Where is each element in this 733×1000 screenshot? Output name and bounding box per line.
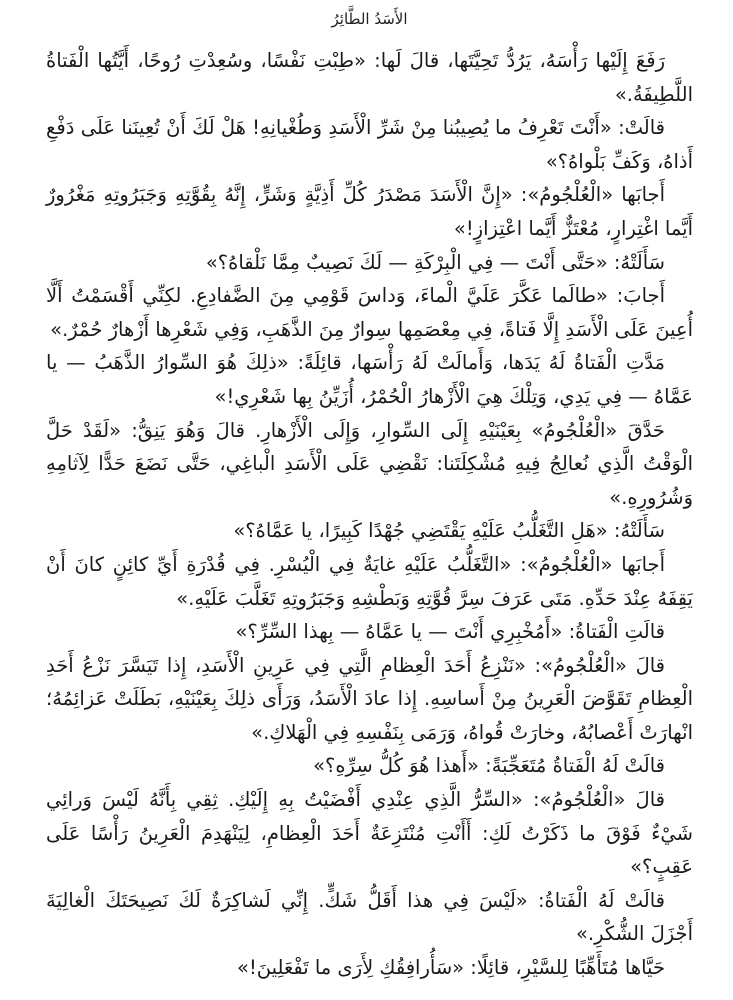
paragraph-2: قالَتْ: «أَنْتَ تَعْرِفُ ما يُصِيبُنا مِنْ شَرِّ الْأَسَدِ وَطُغْيانِهِ! هَلْ لَكَ أَنْ تُعِينَنا عَلَى دَفْعِ أَذاهُ، وَكَفِّ بَلْواهُ؟» bbox=[46, 116, 693, 173]
paragraph-15: حَيَّاها مُتَأَهِّبًا لِلسَّيْرِ، قائِلًا: «سَأُرافِقُكِ لِأَرَى ما تَفْعَلِينَ!» bbox=[237, 956, 665, 980]
paragraph-11: قالَ «الْعُلْجُومُ»: «نَنْزِعُ أَحَدَ الْعِظامِ الَّتِي فِي عَرِينِ الْأَسَدِ، إِذا تَيَسَّرَ نَزْعُ أَحَدِ الْعِظامِ تَقَوَّضَ الْعَرِينُ مِنْ أَساسِهِ. إِذا عادَ الْأَسَدُ، وَرَأَى ذلِكَ بِعَيْنَيْهِ، بَطَلَتْ عَزائِمُهُ؛ انْهارَتْ أَعْصابُهُ، وخارَتْ قُواهُ، وَرَمَى بِنَفْسِهِ فِي الْهَلاكِ.» bbox=[46, 653, 693, 744]
paragraph-14: قالَتْ لَهُ الْفَتاةُ: «لَيْسَ فِي هذا أَقَلُّ شَكٍّ. إِنِّي لَشاكِرَةٌ لَكَ نَصِيحَتَكَ الْغالِيَةَ أَجْزَلَ الشُّكْرِ.» bbox=[46, 888, 693, 946]
paragraph-13: قالَ «الْعُلْجُومُ»: «السِّرُّ الَّذِي عِنْدِي أَفْضَيْتُ بِهِ إِلَيْكِ. ثِقِي بِأَنَّهُ لَيْسَ وَرائِي شَيْءٌ فَوْقَ ما ذَكَرْتُ لَكِ: أَأَنْتِ مُنْتَزِعَةٌ أَحَدَ الْعِظامِ، لِيَنْهَدِمَ الْعَرِينُ رَأْسًا عَلَى عَقِبٍ؟» bbox=[46, 788, 693, 879]
paragraph-8: سَأَلَتْهُ: «هَلِ التَّغَلُّبُ عَلَيْهِ يَقْتَضِي جُهْدًا كَبِيرًا، يا عَمَّاهُ؟» bbox=[233, 519, 665, 543]
paragraph-9: أَجابَها «الْعُلْجُومُ»: «التَّغَلُّبُ عَلَيْهِ غايَةٌ فِي الْيُسْرِ. فِي قُدْرَةِ أَيِّ كائِنٍ كانَ أَنْ يَقِفَهُ عِنْدَ حَدِّهِ. مَتَى عَرَفَ سِرَّ قُوَّتِهِ وَبَطْشِهِ وَجَبَرُوتِهِ تَغَلَّبَ عَلَيْهِ.» bbox=[46, 552, 693, 610]
paragraph-3: أَجابَها «الْعُلْجُومُ»: «إِنَّ الْأَسَدَ مَصْدَرُ كُلِّ أَذِيَّةٍ وَشَرٍّ، إِنَّهُ بِقُوَّتِهِ وَجَبَرُوتِهِ مَغْرُورٌ أَيَّما اغْتِرارٍ، مُعْتَزٌّ أَيَّما اعْتِزازٍ!» bbox=[46, 183, 693, 240]
paragraph-5: أَجابَ: «طالَما عَكَّرَ عَلَيَّ الْماءَ، وَداسَ قَوْمِي مِنَ الضَّفادِعِ. لكِنِّي أَقْسَمْتُ أَلَّا أُعِينَ عَلَى الْأَسَدِ إِلَّا فَتاةً، فِي مِعْصَمِها سِوارٌ مِنَ الذَّهَبِ، وَفِي شَعْرِها أَزْهارٌ حُمْرٌ.» bbox=[46, 284, 693, 341]
paragraph-6: مَدَّتِ الْفَتاةُ لَهُ يَدَها، وَأَمالَتْ لَهُ رَأْسَها، قائِلَةً: «ذلِكَ هُوَ السِّوارُ الذَّهَبُ — يا عَمَّاهُ — فِي يَدِي، وَتِلْكَ هِيَ الْأَزْهارُ الْحُمْرُ، أُزَيِّنُ بِها شَعْرِي!» bbox=[46, 351, 693, 408]
paragraph-12: قالَتْ لَهُ الْفَتاةُ مُتَعَجِّبَةً: «أَهذا هُوَ كُلُّ سِرِّهِ؟» bbox=[313, 754, 665, 778]
paragraph-7: حَدَّقَ «الْعُلْجُومُ» بِعَيْنَيْهِ إِلَى السِّوارِ، وَإِلَى الْأَزْهارِ. قالَ وَهُوَ يَنِقُّ: «لَقَدْ حَلَّ الْوَقْتُ الَّذِي نُعالِجُ فِيهِ مُشْكِلَتَنا: نَقْضِي عَلَى الْأَسَدِ الْباغِي، حَتَّى نَضَعَ حَدًّا لِآثامِهِ وَشُرُورِهِ.» bbox=[46, 418, 693, 509]
paragraph-10: قالَتِ الْفَتاةُ: «أَمُخْبِرِي أَنْتَ — يا عَمَّاهُ — بِهذا السِّرِّ؟» bbox=[235, 620, 665, 644]
paragraph-4: سَأَلَتْهُ: «حَتَّى أَنْتَ — فِي الْبِرْكَةِ — لَكَ نَصِيبٌ مِمَّا نَلْقاهُ؟» bbox=[205, 250, 665, 274]
paragraph-1: رَفَعَ إِلَيْها رَأْسَهُ، يَرُدُّ تَحِيَّتَها، قالَ لَها: «طِبْتِ نَفْسًا، وسُعِدْتِ رُوحًا، أَيَّتُها الْفَتاةُ اللَّطِيفَةُ.» bbox=[46, 49, 693, 106]
page-title: الأَسَدُ الطَّائِرُ bbox=[331, 10, 408, 28]
